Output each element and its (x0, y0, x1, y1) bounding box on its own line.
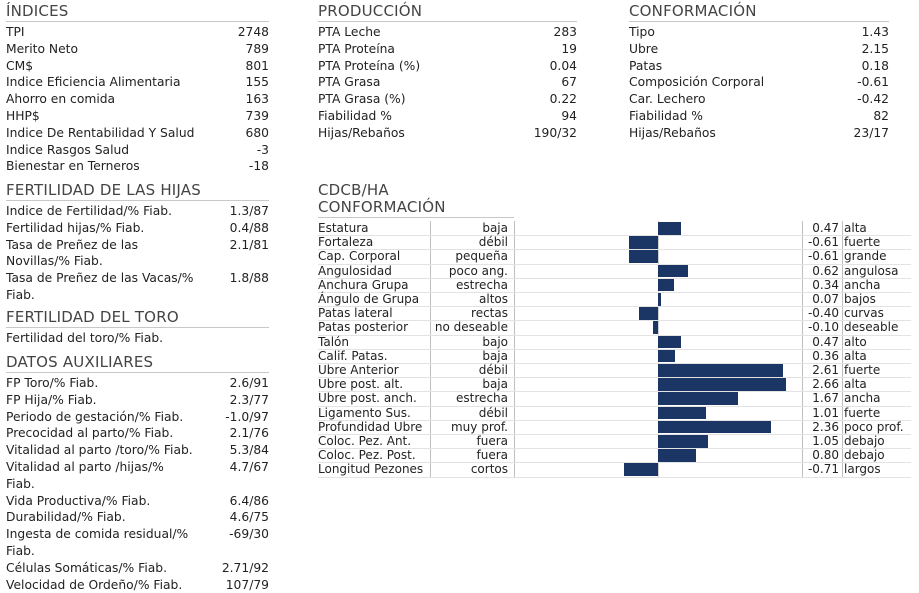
produccion-section (318, 3, 577, 142)
row-label: Patas (629, 58, 663, 73)
fertilidad-hijas-row (6, 203, 269, 220)
cdcb-row (318, 349, 911, 363)
row-value: 2748 (237, 25, 269, 39)
row-value: 2.1/81 (229, 237, 269, 252)
cdcb-section (318, 182, 911, 480)
low-extreme-label: muy prof. (450, 419, 508, 434)
row-label: FP Hija/% Fiab. (6, 392, 97, 407)
row-label: Vida Productiva/% Fiab. (6, 493, 151, 508)
trait-label: Ubre post. anch. (318, 391, 417, 406)
row-label: Tasa de Preñez de las Novillas/% Fiab. (6, 237, 139, 269)
datos-auxiliares-row (6, 375, 269, 392)
row-value: -0.61 (857, 75, 889, 90)
indices-row (6, 24, 269, 41)
low-extreme-label: débil (478, 363, 508, 377)
row-label: Hijas/Rebaños (318, 125, 405, 140)
conformacion-row (629, 41, 889, 58)
value-label: -0.61 (807, 235, 839, 250)
value-bar (658, 392, 738, 405)
row-value: 739 (245, 108, 269, 123)
row-value: -0.42 (857, 92, 889, 107)
trait-label: Profundidad Ubre (318, 419, 423, 434)
row-value: 1.8/88 (229, 271, 269, 286)
high-extreme-label: debajo (844, 434, 885, 448)
datos-auxiliares-row (6, 442, 269, 459)
trait-label: Ángulo de Grupa (318, 292, 420, 306)
trait-label: Talón (318, 334, 349, 349)
value-label: 1.01 (812, 405, 839, 420)
row-value: 94 (561, 108, 577, 123)
low-extreme-label: fuera (476, 434, 508, 448)
row-value: 67 (561, 75, 577, 90)
low-extreme-label: baja (482, 377, 508, 392)
conformacion-section (629, 3, 889, 142)
row-value: 2.3/77 (229, 392, 269, 407)
trait-label: Cap. Corporal (318, 249, 401, 264)
value-bar (658, 336, 681, 349)
datos-auxiliares-row (6, 459, 269, 493)
row-label: Periodo de gestación/% Fiab. (6, 409, 184, 424)
row-label: Hijas/Rebaños (629, 125, 716, 140)
produccion-row (318, 24, 577, 41)
produccion-row (318, 91, 577, 108)
cdcb-row (318, 249, 911, 263)
row-label: Composición Corporal (629, 75, 765, 90)
row-value: 0.22 (549, 92, 577, 107)
low-extreme-label: fuera (476, 448, 508, 463)
row-label: Fiabilidad % (629, 108, 703, 123)
produccion-row (318, 41, 577, 58)
value-bar (658, 265, 688, 278)
cdcb-row (318, 448, 911, 462)
indices-row (6, 58, 269, 75)
high-extreme-label: angulosa (844, 263, 899, 278)
low-extreme-label: débil (478, 405, 508, 420)
value-bar (658, 449, 696, 462)
row-label: Ubre (629, 41, 659, 56)
produccion-row (318, 74, 577, 91)
row-label: Precocidad al parto/% Fiab. (6, 426, 174, 441)
trait-label: Fortaleza (318, 235, 374, 250)
row-value: 2.71/92 (221, 560, 269, 575)
row-value: 155 (245, 75, 269, 90)
indices-row (6, 41, 269, 58)
cdcb-row (318, 292, 911, 306)
conformacion-row (629, 125, 889, 142)
row-label: Fertilidad hijas/% Fiab. (6, 220, 145, 235)
value-bar (658, 222, 681, 235)
low-extreme-label: no deseable (434, 320, 508, 335)
row-label: FP Toro/% Fiab. (6, 376, 99, 390)
row-value: -69/30 (229, 527, 269, 542)
chart-gridline (318, 477, 911, 478)
datos-auxiliares-section (6, 354, 269, 593)
value-bar (658, 407, 706, 420)
high-extreme-label: alta (844, 377, 867, 392)
value-bar (624, 463, 658, 476)
row-label: Vitalidad al parto /toro/% Fiab. (6, 443, 193, 458)
low-extreme-label: estrecha (456, 391, 508, 406)
value-label: 0.36 (812, 348, 839, 363)
row-label: Indice de Fertilidad/% Fiab. (6, 204, 172, 218)
row-value: 1.43 (861, 25, 889, 39)
value-label: -0.40 (807, 306, 839, 321)
row-value: 801 (245, 58, 269, 73)
row-value: 2.1/76 (229, 426, 269, 441)
cdcb-row (318, 320, 911, 334)
row-label: Ahorro en comida (6, 92, 116, 107)
row-label: Fertilidad del toro/% Fiab. (6, 331, 164, 345)
row-label: PTA Grasa (318, 75, 381, 90)
cdcb-row (318, 221, 911, 235)
produccion-list (318, 24, 577, 142)
high-extreme-label: alto (844, 334, 867, 349)
cdcb-row (318, 306, 911, 320)
row-value: 0.18 (861, 58, 889, 73)
cdcb-title: CDCB/HA CONFORMACIÓN (318, 182, 514, 218)
value-bar (658, 364, 783, 377)
fertilidad-toro-row (6, 330, 269, 347)
row-label: Bienestar en Terneros (6, 159, 140, 174)
row-label: Merito Neto (6, 41, 79, 56)
indices-title: ÍNDICES (6, 3, 269, 22)
row-value: 2.6/91 (229, 376, 269, 390)
produccion-row (318, 58, 577, 75)
datos-auxiliares-row (6, 425, 269, 442)
row-value: -18 (248, 159, 269, 174)
datos-auxiliares-row (6, 526, 269, 560)
row-label: Indice De Rentabilidad Y Salud (6, 125, 195, 140)
conformacion-row (629, 74, 889, 91)
trait-label: Ubre post. alt. (318, 377, 404, 392)
low-extreme-label: débil (478, 235, 508, 250)
trait-label: Calif. Patas. (318, 348, 388, 363)
value-bar (639, 307, 658, 320)
low-extreme-label: altos (479, 292, 508, 306)
low-extreme-label: estrecha (456, 277, 508, 292)
datos-auxiliares-row (6, 409, 269, 426)
datos-auxiliares-row (6, 560, 269, 577)
trait-label: Coloc. Pez. Post. (318, 448, 416, 463)
high-extreme-label: fuerte (844, 405, 881, 420)
row-value: 789 (245, 41, 269, 56)
value-label: 1.05 (812, 434, 839, 448)
trait-label: Patas lateral (318, 306, 393, 321)
value-label: 0.07 (812, 292, 839, 306)
high-extreme-label: deseable (844, 320, 899, 335)
trait-label: Estatura (318, 221, 369, 235)
high-extreme-label: curvas (844, 306, 884, 321)
high-extreme-label: alta (844, 221, 867, 235)
produccion-row (318, 125, 577, 142)
row-label: Fiabilidad % (318, 108, 392, 123)
value-bar (658, 293, 661, 306)
high-extreme-label: largos (844, 462, 881, 477)
cdcb-row (318, 235, 911, 249)
cdcb-row (318, 391, 911, 405)
row-label: PTA Proteína (318, 41, 395, 56)
value-bar (658, 421, 771, 434)
high-extreme-label: poco prof. (844, 419, 904, 434)
value-bar (658, 279, 674, 292)
row-label: Indice Eficiencia Alimentaria (6, 75, 181, 90)
conformacion-row (629, 91, 889, 108)
value-label: 1.67 (812, 391, 839, 406)
indices-row (6, 125, 269, 142)
fertilidad-hijas-section (6, 182, 269, 304)
high-extreme-label: alta (844, 348, 867, 363)
high-extreme-label: fuerte (844, 363, 881, 377)
indices-row (6, 91, 269, 108)
cdcb-row (318, 434, 911, 448)
trait-label: Longitud Pezones (318, 462, 424, 477)
row-label: CM$ (6, 58, 34, 73)
row-value: 5.3/84 (229, 443, 269, 458)
high-extreme-label: ancha (844, 391, 881, 406)
value-label: 0.80 (812, 448, 839, 463)
row-label: Células Somáticas/% Fiab. (6, 560, 167, 575)
indices-list (6, 24, 269, 175)
conformacion-row (629, 24, 889, 41)
cdcb-row (318, 420, 911, 434)
row-value: 19 (561, 41, 577, 56)
high-extreme-label: bajos (844, 292, 876, 306)
value-bar (629, 250, 658, 263)
value-label: 0.47 (812, 334, 839, 349)
datos-auxiliares-title: DATOS AUXILIARES (6, 354, 269, 373)
fertilidad-hijas-title: FERTILIDAD DE LAS HIJAS (6, 182, 269, 201)
indices-row (6, 108, 269, 125)
row-value: 107/79 (225, 577, 269, 592)
datos-auxiliares-row (6, 392, 269, 409)
fertilidad-toro-section (6, 309, 269, 347)
trait-label: Patas posterior (318, 320, 409, 335)
value-bar (658, 378, 786, 391)
cdcb-chart (318, 220, 911, 480)
cdcb-row (318, 462, 911, 476)
trait-label: Coloc. Pez. Ant. (318, 434, 412, 448)
fertilidad-hijas-row (6, 270, 269, 304)
value-bar (658, 350, 675, 363)
row-value: 190/32 (533, 125, 577, 140)
trait-label: Ligamento Sus. (318, 405, 411, 420)
low-extreme-label: cortos (470, 462, 508, 477)
row-label: Car. Lechero (629, 92, 706, 107)
value-label: 2.66 (812, 377, 839, 392)
indices-row (6, 74, 269, 91)
low-extreme-label: poco ang. (448, 263, 508, 278)
low-extreme-label: pequeña (455, 249, 508, 264)
row-label: HHP$ (6, 108, 40, 123)
cdcb-row (318, 278, 911, 292)
cdcb-row (318, 335, 911, 349)
trait-label: Ubre Anterior (318, 363, 399, 377)
high-extreme-label: debajo (844, 448, 885, 463)
row-value: 283 (553, 25, 577, 39)
cdcb-row (318, 406, 911, 420)
row-value: 0.4/88 (229, 220, 269, 235)
value-label: 2.36 (812, 419, 839, 434)
row-value: 6.4/86 (229, 493, 269, 508)
row-value: 680 (245, 125, 269, 140)
cdcb-row (318, 363, 911, 377)
row-value: 23/17 (853, 125, 889, 140)
row-value: -1.0/97 (225, 409, 269, 424)
conformacion-title: CONFORMACIÓN (629, 3, 889, 22)
datos-auxiliares-row (6, 509, 269, 526)
cdcb-row (318, 377, 911, 391)
row-label: PTA Proteína (%) (318, 58, 421, 73)
indices-row (6, 142, 269, 159)
value-label: -0.71 (807, 462, 839, 477)
low-extreme-label: baja (482, 221, 508, 235)
value-label: 0.47 (812, 221, 839, 235)
low-extreme-label: bajo (482, 334, 508, 349)
row-value: 0.04 (549, 58, 577, 73)
row-value: 2.15 (861, 41, 889, 56)
fertilidad-hijas-row (6, 237, 269, 271)
high-extreme-label: ancha (844, 277, 881, 292)
high-extreme-label: fuerte (844, 235, 881, 250)
low-extreme-label: baja (482, 348, 508, 363)
row-value: 4.6/75 (229, 510, 269, 525)
row-value: -3 (256, 142, 269, 157)
value-label: -0.61 (807, 249, 839, 264)
value-bar (629, 236, 658, 249)
value-bar (658, 435, 708, 448)
row-label: PTA Grasa (%) (318, 92, 406, 107)
row-label: Ingesta de comida residual/% Fiab. (6, 527, 189, 558)
produccion-row (318, 108, 577, 125)
row-value: 1.3/87 (229, 204, 269, 218)
conformacion-list (629, 24, 889, 142)
value-bar (653, 321, 658, 334)
fertilidad-hijas-list (6, 203, 269, 304)
low-extreme-label: rectas (471, 306, 508, 321)
datos-auxiliares-row (6, 493, 269, 510)
row-label: Tasa de Preñez de las Vacas/% Fiab. (6, 271, 194, 302)
row-label: Velocidad de Ordeño/% Fiab. (6, 577, 183, 592)
conformacion-row (629, 58, 889, 75)
trait-label: Angulosidad (318, 263, 392, 278)
high-extreme-label: grande (844, 249, 887, 264)
datos-auxiliares-list (6, 375, 269, 593)
row-label: Indice Rasgos Salud (6, 142, 130, 157)
value-label: 2.61 (812, 363, 839, 377)
trait-label: Anchura Grupa (318, 277, 409, 292)
row-value: 4.7/67 (229, 459, 269, 474)
row-label: TPI (6, 25, 25, 39)
fertilidad-toro-title: FERTILIDAD DEL TORO (6, 309, 269, 328)
row-label: Vitalidad al parto /hijas/% Fiab. (6, 459, 164, 491)
value-label: 0.62 (812, 263, 839, 278)
produccion-title: PRODUCCIÓN (318, 3, 577, 22)
row-value: 163 (245, 92, 269, 107)
row-label: Durabilidad/% Fiab. (6, 510, 126, 525)
fertilidad-hijas-row (6, 220, 269, 237)
fertilidad-toro-list (6, 330, 269, 347)
conformacion-row (629, 108, 889, 125)
row-label: Tipo (629, 25, 655, 39)
value-label: -0.10 (807, 320, 839, 335)
cdcb-row (318, 264, 911, 278)
row-value: 82 (873, 108, 889, 123)
value-label: 0.34 (812, 277, 839, 292)
indices-row (6, 158, 269, 175)
datos-auxiliares-row (6, 577, 269, 593)
indices-section (6, 3, 269, 175)
row-label: PTA Leche (318, 25, 381, 39)
